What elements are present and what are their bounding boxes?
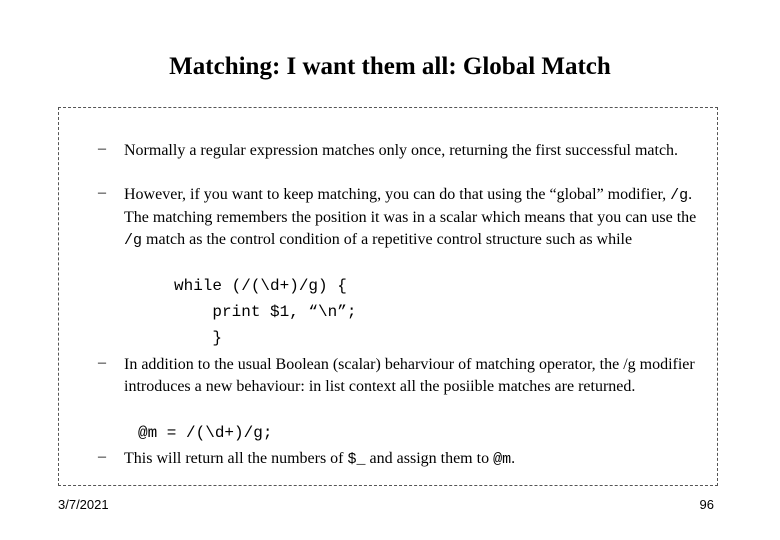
bullet-4-text-part: and assign them to (365, 450, 494, 467)
footer-date: 3/7/2021 (58, 497, 109, 512)
bullet-4-text-part: . (511, 450, 516, 467)
code-line: @m = /(\d+)/g; (138, 424, 273, 442)
code-line: print $1, “\n”; (174, 303, 357, 321)
inline-code: /g (124, 232, 143, 249)
bullet-1-text: Normally a regular expression matches only once, returning the first successful match. (124, 142, 679, 159)
bullet-marker: – (98, 354, 106, 371)
bullet-2-text (124, 184, 704, 252)
bullet-marker: – (98, 140, 106, 157)
bullet-4-text-part: This will return all the numbers of (124, 450, 348, 467)
inline-code: @m (493, 451, 512, 468)
inline-code: $_ (347, 451, 366, 468)
slide-title: Matching: I want them all: Global Match (169, 53, 611, 80)
code-line: while (/(\d+)/g) { (174, 277, 347, 295)
bullet-marker: – (98, 184, 106, 201)
inline-code: /g (670, 187, 689, 204)
bullet-4-text (124, 448, 704, 471)
page-number: 96 (699, 497, 714, 512)
bullet-3-text: In addition to the usual Boolean (scalar) beharviour of matching operator, the /g modifier introduces a new behaviour: in list context all the posiible matches are returned. (124, 356, 695, 395)
bullet-2-text-part: However, if you want to keep matching, you can do that using the “global” modifier, (124, 186, 671, 203)
bullet-2-text-part: . The matching remembers the position it was in a scalar which means that you can use the (124, 186, 697, 226)
code-line: } (174, 329, 223, 347)
bullet-2-text-part: match as the control condition of a repetitive control structure such as while (142, 231, 633, 248)
bullet-marker: – (98, 448, 106, 465)
